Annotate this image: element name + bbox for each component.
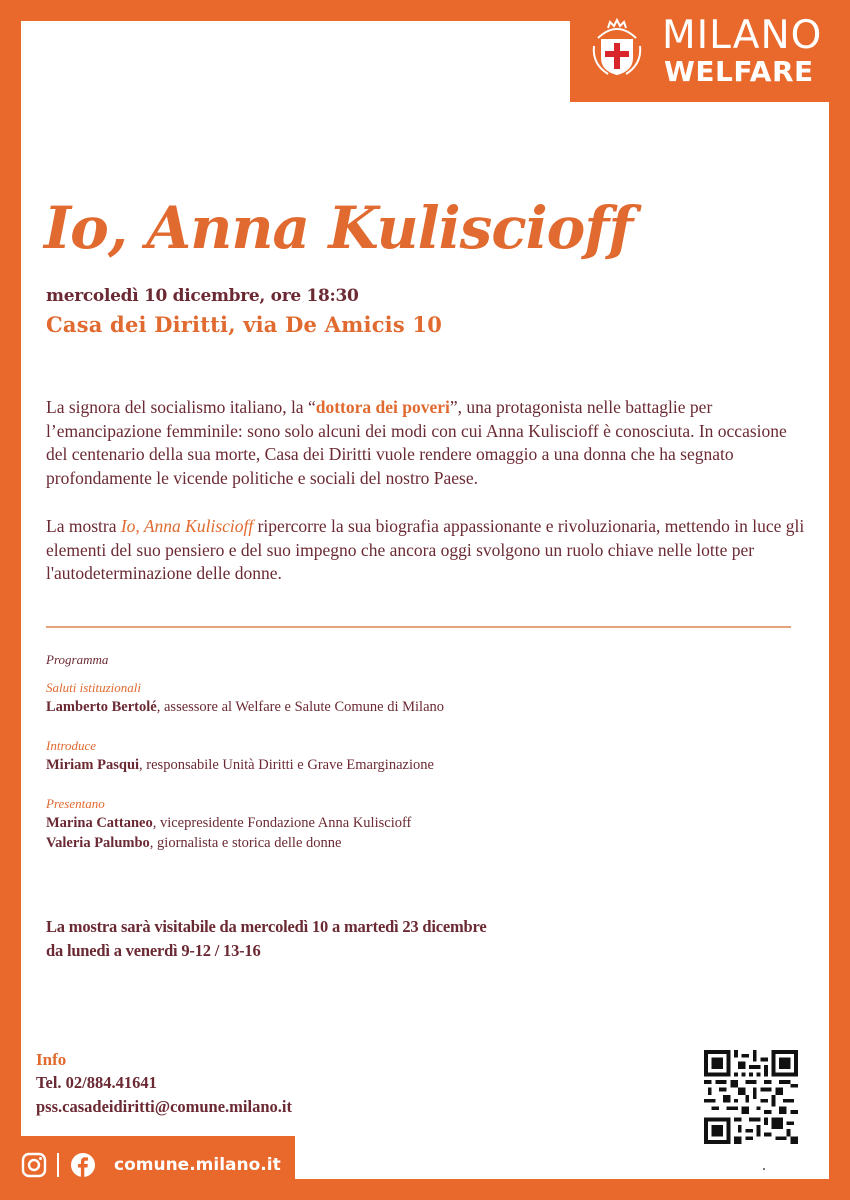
program-item: Miriam Pasqui, responsabile Unità Diritti e Grave Emarginazione <box>46 757 434 773</box>
visit-dates: La mostra sarà visitabile da mercoledì 10 a martedì 23 dicembre <box>46 917 487 936</box>
program-item: Marina Cattaneo, vicepresidente Fondazione Anna Kuliscioff <box>46 815 412 831</box>
highlight-dottora: dottora dei poveri <box>315 397 450 417</box>
event-date: mercoledì 10 dicembre, ore 18:30 <box>46 286 359 306</box>
highlight-exhibition-title: Io, Anna Kuliscioff <box>120 516 254 536</box>
program-item: Lamberto Bertolé, assessore al Welfare e Salute Comune di Milano <box>46 699 445 715</box>
program-label-introduce: Introduce <box>46 738 97 753</box>
info-email[interactable]: pss.casadeidiritti@comune.milano.it <box>36 1097 292 1116</box>
event-title: Io, Anna Kuliscioff <box>44 194 633 262</box>
info-label: Info <box>36 1050 67 1069</box>
intro-paragraph-2: La mostra Io, Anna Kuliscioff ripercorre la sua biografia appassionante e rivoluzionaria, mettendo in luce gli elementi del suo pensiero e del suo impegno che ancora oggi svolgono un ruolo chiave nelle lotte per l'autodeterminazione delle donne. <box>46 516 805 583</box>
program-label-presentano: Presentano <box>46 796 105 811</box>
event-venue: Casa dei Diritti, via De Amicis 10 <box>46 312 443 337</box>
logo-welfare-text: WELFARE <box>664 55 814 88</box>
divider <box>46 626 791 628</box>
visit-hours: da lunedì a venerdì 9-12 / 13-16 <box>46 941 261 960</box>
milano-crest-icon <box>588 16 646 80</box>
website-link[interactable]: comune.milano.it <box>114 1155 281 1175</box>
qr-code[interactable] <box>704 1050 798 1144</box>
program-item: Valeria Palumbo, giornalista e storica delle donne <box>46 835 342 851</box>
info-phone[interactable]: Tel. 02/884.41641 <box>36 1073 157 1092</box>
program-label-saluti: Saluti istituzionali <box>46 680 141 695</box>
footer-separator <box>57 1153 59 1177</box>
instagram-icon[interactable] <box>21 1152 47 1178</box>
intro-paragraph-1: La signora del socialismo italiano, la “dottora dei poveri”, una protagonista nelle battaglie per l’emancipazione femminile: sono solo alcuni dei modi con cui Anna Kuliscioff è conosciuta. In occasione del centenario della sua morte, Casa dei Diritti vuole rendere omaggio a una donna che ha segnato profondamente le vicende politiche e sociali del nostro Paese. <box>46 397 787 488</box>
facebook-icon[interactable] <box>70 1152 96 1178</box>
logo-milano-text: MILANO <box>662 13 823 58</box>
programma-heading: Programma <box>46 652 109 667</box>
speck <box>763 1168 765 1170</box>
